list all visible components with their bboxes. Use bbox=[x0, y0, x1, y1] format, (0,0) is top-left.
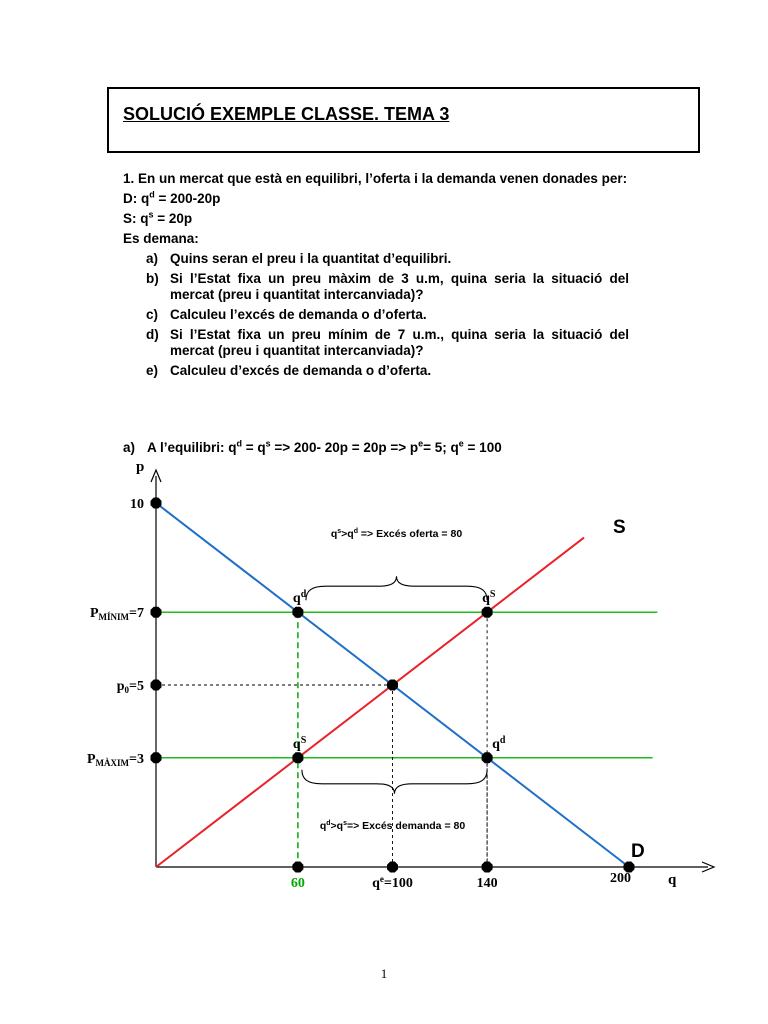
y-tick-label bbox=[90, 606, 144, 622]
supply-function: S: $q^s = 20p$ bbox=[123, 209, 193, 226]
excess-supply-label-sup1: s bbox=[337, 528, 342, 536]
y-tick-label-base: P bbox=[86, 751, 96, 767]
y-axis-label: p bbox=[136, 459, 145, 475]
supply-curve-label: S bbox=[613, 517, 626, 538]
data-point bbox=[151, 498, 162, 509]
data-point bbox=[482, 607, 493, 618]
point-label bbox=[492, 735, 506, 752]
y-tick-label-sub: MÀXIM bbox=[95, 757, 130, 768]
supply-curve bbox=[156, 538, 584, 867]
question-item: e) Calculeu d’excés de demanda o d’oferta. bbox=[146, 363, 432, 378]
point-label-sup: S bbox=[489, 589, 496, 601]
y-tick-label-sub: MÍNIM bbox=[98, 612, 130, 623]
data-point bbox=[387, 862, 398, 873]
point-label-base: q bbox=[482, 591, 490, 607]
y-tick-label-suffix: =3 bbox=[129, 751, 144, 767]
y-tick-label bbox=[87, 752, 144, 768]
excess-supply-label-q1: q bbox=[330, 528, 338, 541]
excess-supply-label-rest: => Excés oferta = 80 bbox=[357, 528, 463, 541]
excess-supply-label bbox=[331, 528, 463, 540]
excess-demand-label-sup1: d bbox=[326, 819, 331, 827]
y-tick-label-base: p bbox=[116, 679, 125, 694]
data-point bbox=[151, 607, 162, 618]
point-label-base: q bbox=[292, 591, 301, 607]
excess-demand-label-mid: >q bbox=[330, 819, 344, 832]
demand-curve-label: D bbox=[631, 841, 645, 862]
excess-supply-brace bbox=[306, 576, 487, 600]
excess-demand-label bbox=[320, 820, 466, 832]
x-tick-label bbox=[477, 876, 498, 891]
data-point bbox=[292, 607, 303, 618]
x-tick-label-base: q bbox=[372, 876, 380, 891]
demand-function: D: $q^d = 200-20p$ bbox=[123, 189, 221, 206]
x-axis-label: q bbox=[668, 872, 677, 888]
excess-supply-label-sup2: d bbox=[353, 528, 358, 536]
y-tick-label-base: 10 bbox=[130, 497, 144, 512]
y-tick-label bbox=[130, 497, 144, 512]
data-point bbox=[292, 752, 303, 763]
ask-heading: Es demana: bbox=[123, 231, 199, 246]
x-tick-label bbox=[610, 871, 631, 886]
x-tick-label bbox=[372, 874, 413, 891]
excess-demand-label-rest: => Excés demanda = 80 bbox=[346, 819, 466, 832]
question-item: b) Si l’Estat fixa un preu màxim de 3 u.m, quina seria la situació del mercat (preu i quantitat intercanviada)? bbox=[146, 271, 629, 302]
data-point bbox=[387, 680, 398, 691]
data-point bbox=[151, 752, 162, 763]
question-item: d) Si l’Estat fixa un preu mínim de 7 u.m., quina seria la situació del mercat (preu i quantitat intercanviada)? bbox=[146, 327, 629, 358]
point-label bbox=[293, 735, 307, 752]
y-tick-label bbox=[117, 679, 144, 695]
exercise-intro: 1. En un mercat que està en equilibri, l’oferta i la demanda venen donades per: bbox=[123, 171, 628, 186]
data-point bbox=[482, 752, 493, 763]
point-label bbox=[293, 589, 307, 606]
x-tick-label-base: 200 bbox=[610, 871, 631, 886]
page-title: SOLUCIÓ EXEMPLE CLASSE. TEMA 3 bbox=[123, 104, 450, 124]
y-tick-label-base: P bbox=[89, 606, 99, 622]
excess-demand-label-q1: q bbox=[319, 819, 327, 832]
question-item: c) Calculeu l’excés de demanda o d’oferta. bbox=[146, 307, 427, 322]
data-point bbox=[482, 862, 493, 873]
point-label-base: q bbox=[292, 736, 301, 752]
x-tick-label-sup: e bbox=[379, 874, 384, 884]
excess-demand-label-sup2: s bbox=[343, 819, 347, 827]
page-number: 1 bbox=[380, 966, 388, 981]
x-tick-label-base: 140 bbox=[476, 876, 498, 891]
data-point bbox=[151, 680, 162, 691]
point-label-base: q bbox=[492, 736, 500, 752]
point-label-sup: d bbox=[499, 734, 506, 746]
x-tick-label-suffix: =100 bbox=[383, 876, 413, 891]
x-tick-label bbox=[291, 876, 305, 891]
point-label-sup: d bbox=[300, 589, 307, 601]
excess-supply-label-mid: >q bbox=[341, 528, 354, 541]
y-tick-label-sub: 0 bbox=[124, 685, 130, 695]
question-item: a) Quins seran el preu i la quantitat d’equilibri. bbox=[146, 251, 452, 266]
point-label bbox=[482, 589, 496, 606]
y-tick-label-suffix: =5 bbox=[129, 679, 144, 694]
excess-demand-brace bbox=[302, 770, 487, 794]
x-tick-label-base: 60 bbox=[290, 876, 305, 891]
data-point bbox=[292, 862, 303, 873]
y-tick-label-suffix: =7 bbox=[129, 606, 144, 622]
answer-a: a) A l’equilibri: $q^d = q^s => 200-$ $20p = 20p => p^e= 5$; $q^e = 100$ bbox=[123, 438, 502, 455]
point-label-sup: S bbox=[300, 734, 307, 746]
